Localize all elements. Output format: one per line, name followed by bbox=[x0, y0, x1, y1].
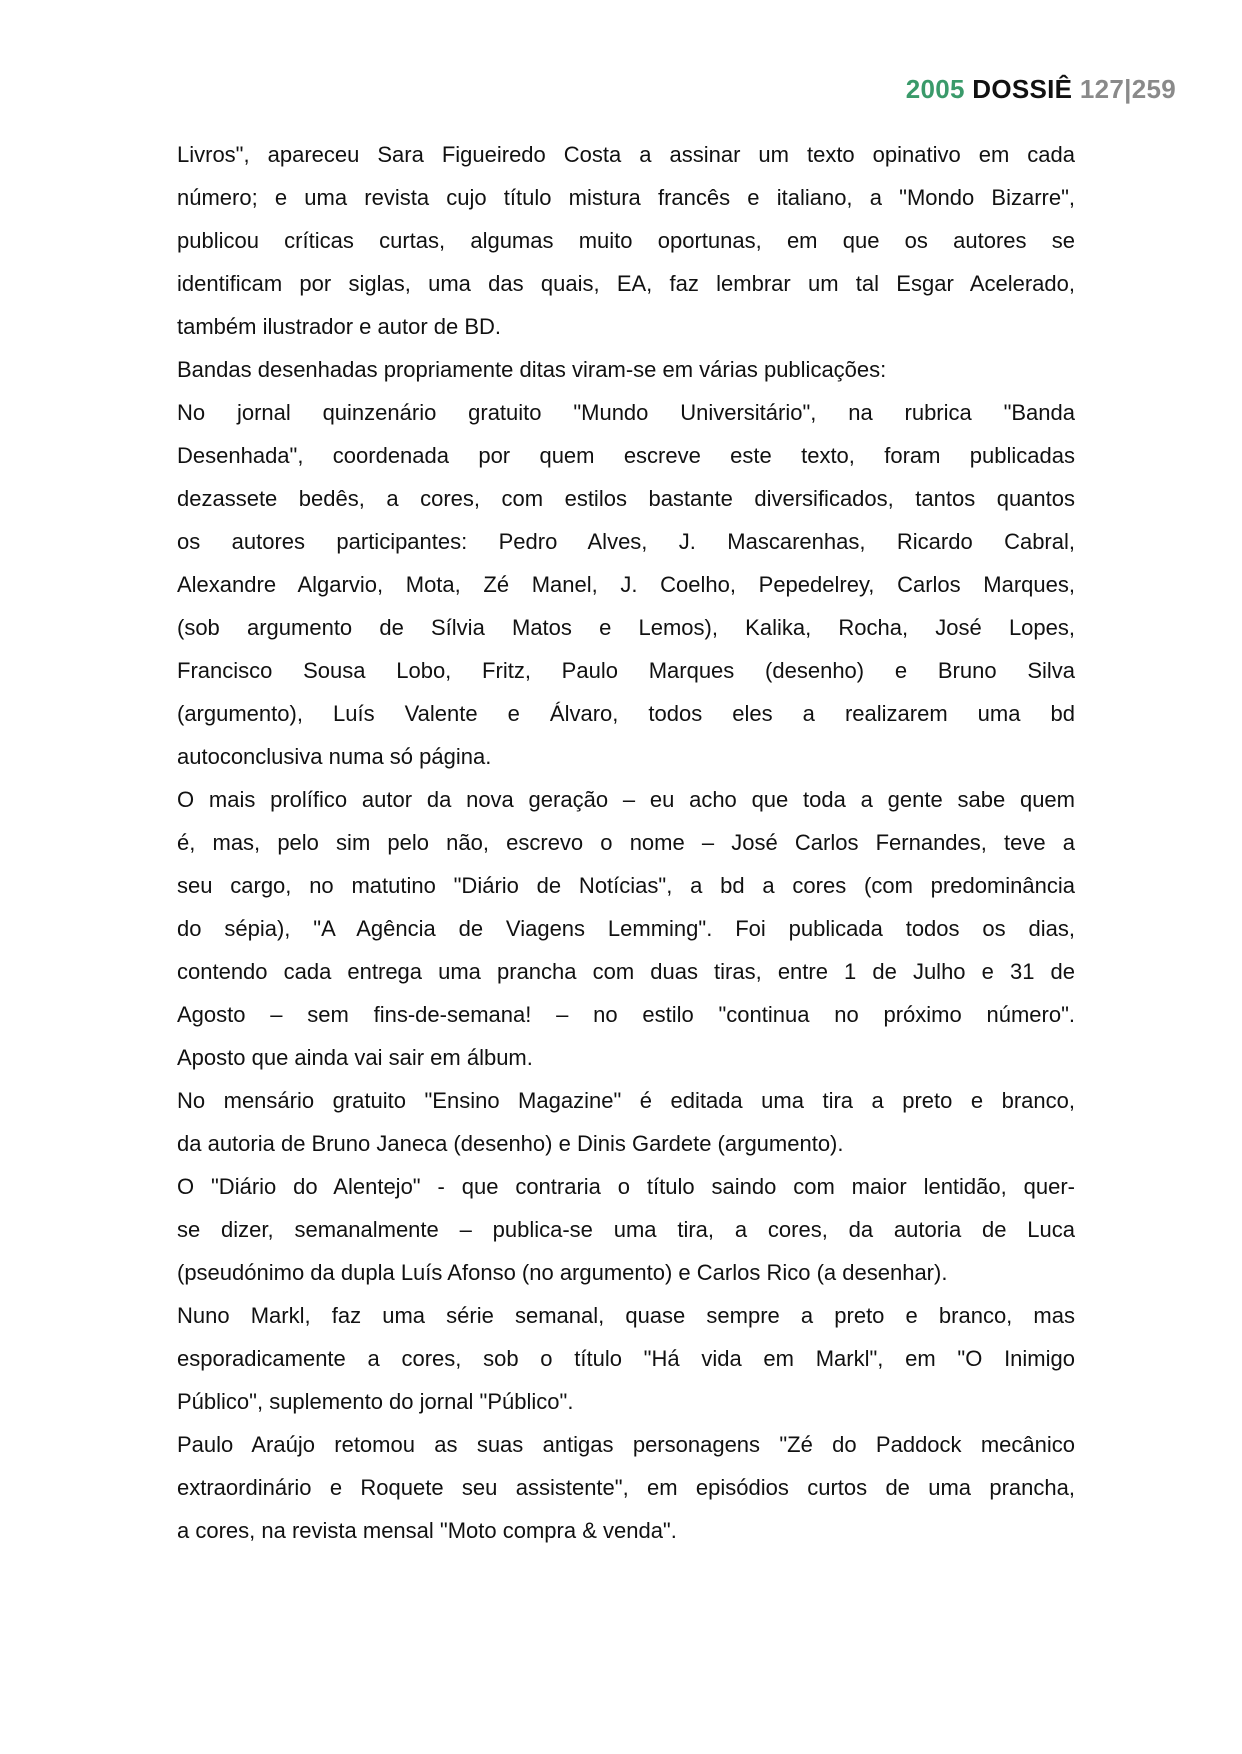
text-line: extraordinário e Roquete seu assistente", em episódios curtos de uma prancha, bbox=[177, 1475, 1075, 1500]
document-body bbox=[177, 133, 1075, 1552]
text-line: (sob argumento de Sílvia Matos e Lemos), Kalika, Rocha, José Lopes, bbox=[177, 615, 1075, 640]
paragraph bbox=[177, 1294, 1075, 1423]
text-line: dezassete bedês, a cores, com estilos bastante diversificados, tantos quantos bbox=[177, 486, 1075, 511]
text-line: Público", suplemento do jornal "Público". bbox=[177, 1389, 574, 1414]
text-line: No jornal quinzenário gratuito "Mundo Universitário", na rubrica "Banda bbox=[177, 400, 1075, 425]
text-line: Alexandre Algarvio, Mota, Zé Manel, J. Coelho, Pepedelrey, Carlos Marques, bbox=[177, 572, 1075, 597]
text-line: Aposto que ainda vai sair em álbum. bbox=[177, 1045, 533, 1070]
page-header bbox=[906, 74, 1176, 105]
text-line: Desenhada", coordenada por quem escreve este texto, foram publicadas bbox=[177, 443, 1075, 468]
text-line: também ilustrador e autor de BD. bbox=[177, 314, 502, 339]
text-line: da autoria de Bruno Janeca (desenho) e Dinis Gardete (argumento). bbox=[177, 1131, 844, 1156]
paragraph bbox=[177, 133, 1075, 348]
text-line: seu cargo, no matutino "Diário de Notícias", a bd a cores (com predominância bbox=[177, 873, 1075, 898]
text-line: Agosto – sem fins-de-semana! – no estilo "continua no próximo número". bbox=[177, 1002, 1075, 1027]
paragraph bbox=[177, 1079, 1075, 1165]
text-line: é, mas, pelo sim pelo não, escrevo o nome – José Carlos Fernandes, teve a bbox=[177, 830, 1075, 855]
text-line: No mensário gratuito "Ensino Magazine" é editada uma tira a preto e branco, bbox=[177, 1088, 1075, 1113]
text-line: esporadicamente a cores, sob o título "Há vida em Markl", em "O Inimigo bbox=[177, 1346, 1075, 1371]
text-line: identificam por siglas, uma das quais, EA, faz lembrar um tal Esgar Acelerado, bbox=[177, 271, 1075, 296]
header-page-number: 127|259 bbox=[1079, 74, 1176, 104]
text-line: O "Diário do Alentejo" - que contraria o título saindo com maior lentidão, quer- bbox=[177, 1174, 1075, 1199]
paragraph bbox=[177, 391, 1075, 778]
paragraph bbox=[177, 778, 1075, 1079]
paragraph bbox=[177, 1165, 1075, 1294]
text-line: Livros", apareceu Sara Figueiredo Costa a assinar um texto opinativo em cada bbox=[177, 142, 1075, 167]
text-line: (pseudónimo da dupla Luís Afonso (no argumento) e Carlos Rico (a desenhar). bbox=[177, 1260, 948, 1285]
text-line: contendo cada entrega uma prancha com duas tiras, entre 1 de Julho e 31 de bbox=[177, 959, 1075, 984]
text-line: do sépia), "A Agência de Viagens Lemming". Foi publicada todos os dias, bbox=[177, 916, 1075, 941]
paragraph bbox=[177, 1423, 1075, 1552]
text-line: a cores, na revista mensal "Moto compra & venda". bbox=[177, 1518, 677, 1543]
text-line: O mais prolífico autor da nova geração – eu acho que toda a gente sabe quem bbox=[177, 787, 1075, 812]
header-title: DOSSIÊ bbox=[972, 74, 1073, 104]
text-line: (argumento), Luís Valente e Álvaro, todos eles a realizarem uma bd bbox=[177, 701, 1075, 726]
text-line: autoconclusiva numa só página. bbox=[177, 744, 492, 769]
header-year: 2005 bbox=[905, 74, 965, 104]
text-line: Francisco Sousa Lobo, Fritz, Paulo Marques (desenho) e Bruno Silva bbox=[177, 658, 1075, 683]
text-line: número; e uma revista cujo título mistura francês e italiano, a "Mondo Bizarre", bbox=[177, 185, 1075, 210]
text-line: publicou críticas curtas, algumas muito oportunas, em que os autores se bbox=[177, 228, 1075, 253]
text-line: Bandas desenhadas propriamente ditas viram-se em várias publicações: bbox=[177, 357, 887, 382]
text-line: Nuno Markl, faz uma série semanal, quase sempre a preto e branco, mas bbox=[177, 1303, 1075, 1328]
paragraph bbox=[177, 348, 1075, 391]
text-line: se dizer, semanalmente – publica-se uma tira, a cores, da autoria de Luca bbox=[177, 1217, 1075, 1242]
text-line: Paulo Araújo retomou as suas antigas personagens "Zé do Paddock mecânico bbox=[177, 1432, 1075, 1457]
text-line: os autores participantes: Pedro Alves, J. Mascarenhas, Ricardo Cabral, bbox=[177, 529, 1075, 554]
